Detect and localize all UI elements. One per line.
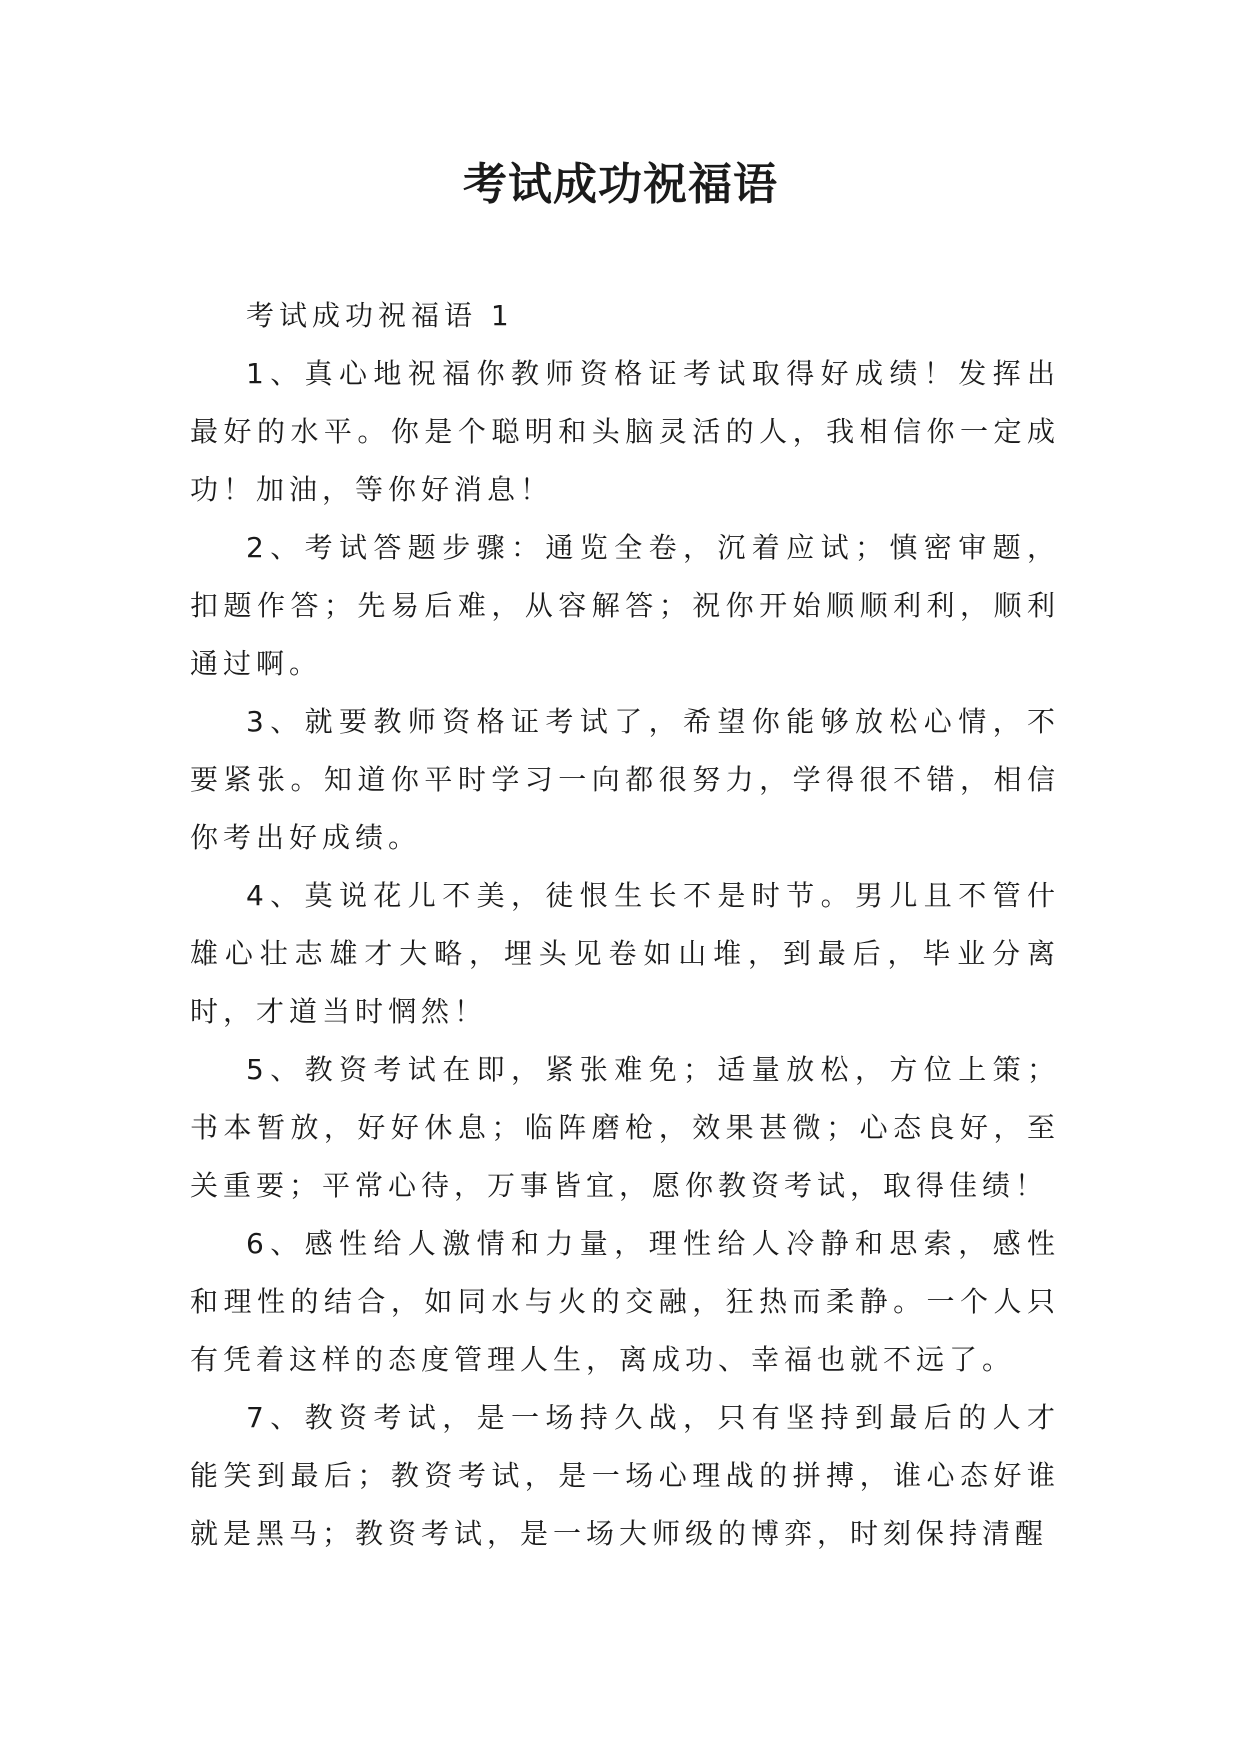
document-title: 考试成功祝福语 [463, 159, 778, 210]
paragraph-7: 7、教资考试，是一场持久战，只有坚持到最后的人才能笑到最后；教资考试，是一场心理战的拼搏，谁心态好谁就是黑马；教资考试，是一场大师级的博弈，时刻保持清醒 [190, 1401, 1060, 1550]
paragraph-1: 1、真心地祝福你教师资格证考试取得好成绩！发挥出最好的水平。你是个聪明和头脑灵活的人，我相信你一定成功！加油，等你好消息！ [190, 357, 1060, 506]
paragraph-2: 2、考试答题步骤：通览全卷，沉着应试；慎密审题，扣题作答；先易后难，从容解答；祝你开始顺顺利利，顺利通过啊。 [190, 531, 1060, 680]
section-heading: 考试成功祝福语 1 [246, 299, 514, 332]
paragraph-5: 5、教资考试在即，紧张难免；适量放松，方位上策；书本暂放，好好休息；临阵磨枪，效果甚微；心态良好，至关重要；平常心待，万事皆宜，愿你教资考试，取得佳绩！ [190, 1053, 1060, 1202]
document-body [190, 287, 1060, 1563]
paragraph-4: 4、莫说花儿不美，徒恨生长不是时节。男儿且不管什雄心壮志雄才大略，埋头见卷如山堆，到最后，毕业分离时，才道当时惘然！ [190, 879, 1060, 1028]
paragraph-3: 3、就要教师资格证考试了，希望你能够放松心情，不要紧张。知道你平时学习一向都很努力，学得很不错，相信你考出好成绩。 [190, 705, 1060, 854]
paragraph-6: 6、感性给人激情和力量，理性给人冷静和思索，感性和理性的结合，如同水与火的交融，狂热而柔静。一个人只有凭着这样的态度管理人生，离成功、幸福也就不远了。 [190, 1227, 1060, 1376]
